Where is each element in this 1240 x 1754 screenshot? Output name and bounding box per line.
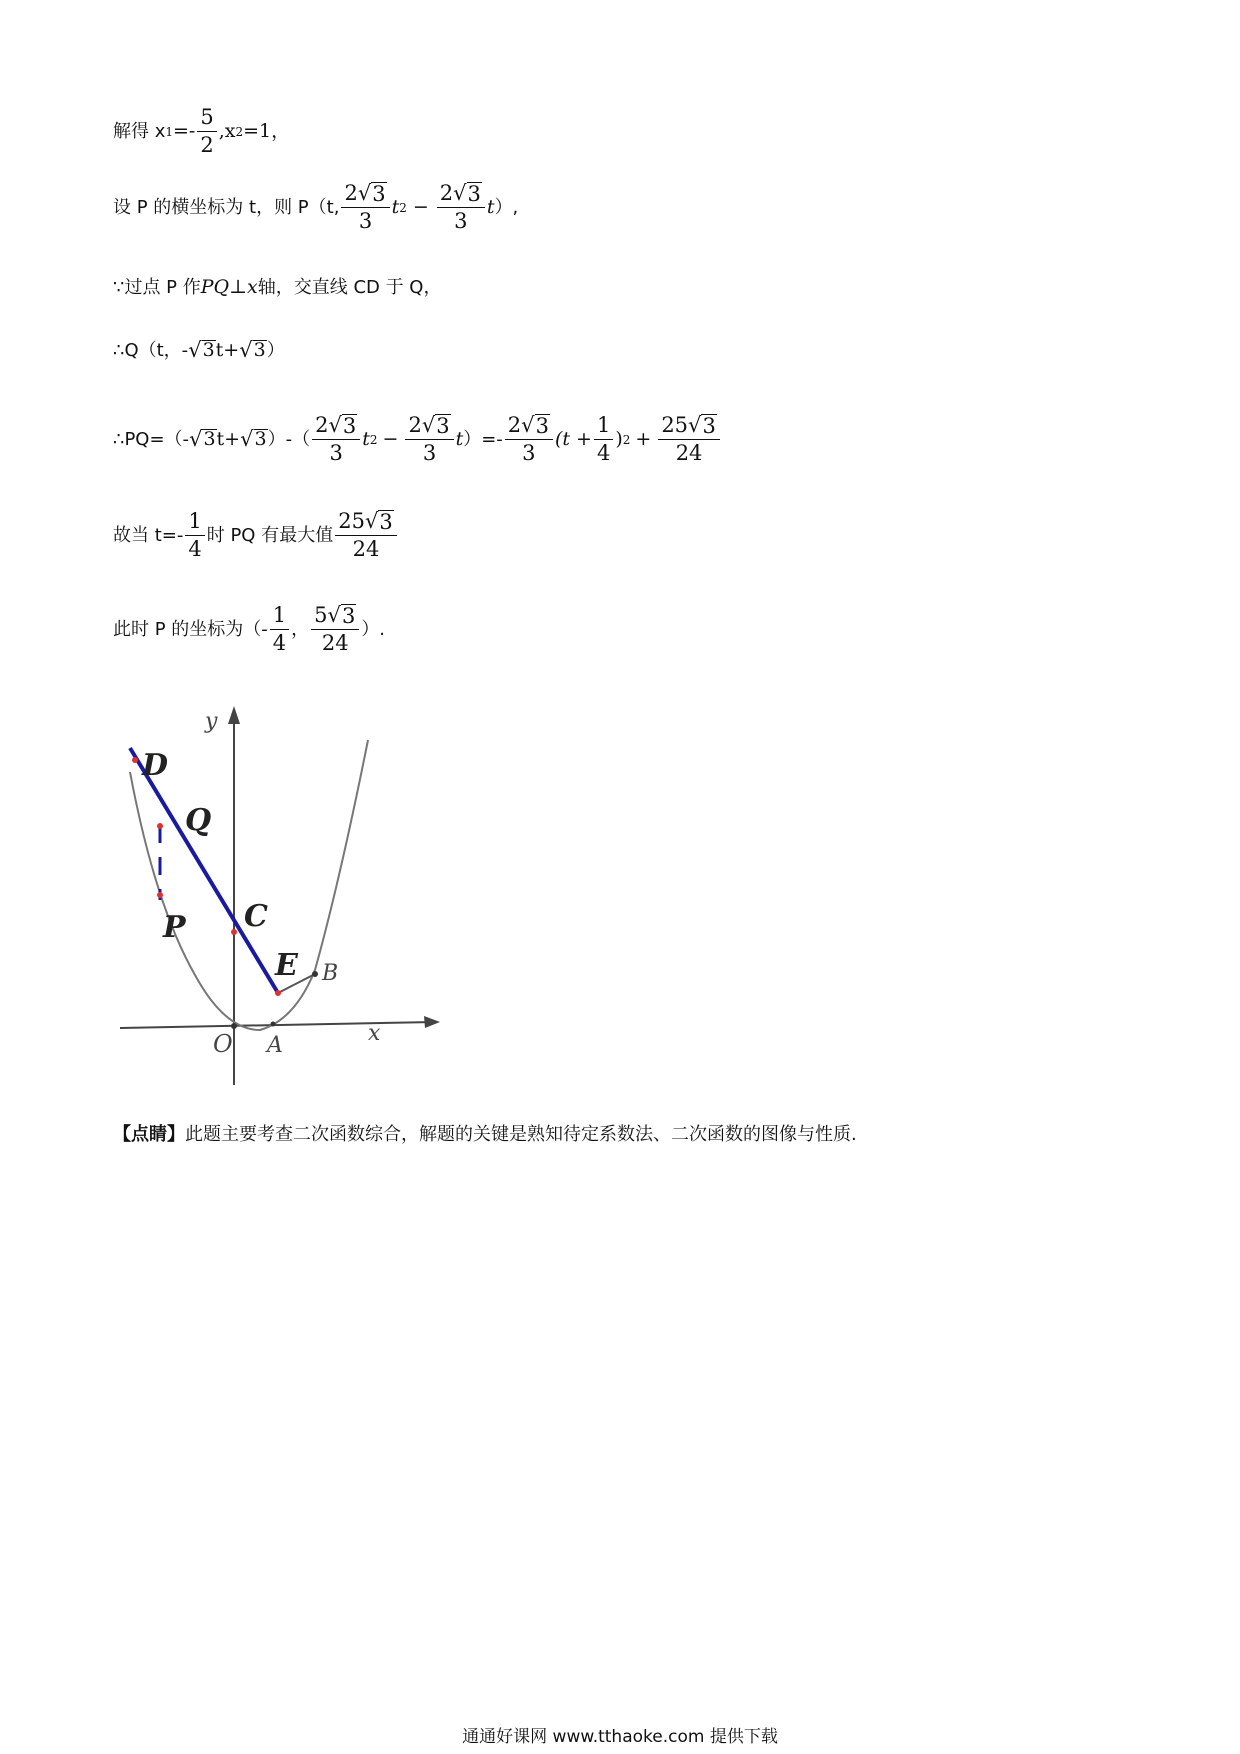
denominator: 24 — [321, 631, 349, 656]
denominator: 3 — [422, 441, 437, 466]
fraction: 2 √ 3 3 — [437, 182, 485, 233]
point-b — [312, 971, 318, 977]
parabola-curve — [130, 740, 368, 1030]
radicand: 3 — [253, 339, 266, 362]
solution-line-2 — [113, 182, 518, 233]
var-t: t — [362, 428, 370, 451]
radicand: 3 — [202, 339, 215, 362]
text: =- — [173, 120, 196, 143]
point-o — [231, 1023, 237, 1029]
radicand: 3 — [379, 510, 393, 535]
numerator: 5 — [197, 106, 216, 132]
text: ) — [615, 428, 623, 451]
text: ∵过点 P 作 — [113, 276, 201, 298]
solution-line-7 — [113, 604, 385, 655]
exponent: 2 — [399, 200, 407, 215]
numerator: 1 — [270, 604, 289, 630]
label-x: x — [368, 1021, 381, 1046]
denominator: 24 — [675, 441, 703, 466]
text: ）, — [494, 196, 519, 218]
text: 设 P 的横坐标为 t，则 P（t, — [113, 196, 340, 218]
var-x: x — [247, 276, 258, 298]
text: =1， — [243, 120, 291, 143]
denominator: 3 — [522, 441, 536, 466]
solution-line-4: ∴Q（t，- √ 3 t+ √ 3 ） — [113, 338, 285, 362]
fraction: 2 √ 3 3 — [405, 414, 453, 465]
exponent: 2 — [622, 432, 631, 447]
text: 故当 t=- — [113, 524, 184, 546]
radicand: 3 — [372, 182, 386, 207]
denominator: 24 — [352, 537, 380, 562]
solution-line-6 — [113, 510, 399, 561]
text: ）=- — [463, 428, 503, 450]
text: 解得 x — [113, 120, 166, 142]
text: ， — [291, 618, 310, 640]
point-q — [157, 823, 163, 829]
exponent: 2 — [369, 432, 378, 447]
plus: + — [635, 428, 652, 451]
fraction: 5 √ 3 24 — [311, 604, 359, 655]
text: 此时 P 的坐标为（- — [113, 618, 268, 640]
label-a: A — [267, 1033, 283, 1058]
geometry-figure — [110, 700, 450, 1090]
coef: 2 — [344, 181, 358, 205]
denominator: 3 — [358, 209, 373, 234]
radicand: 3 — [341, 604, 356, 629]
label-y: y — [205, 709, 218, 734]
coef: 5 — [314, 603, 328, 627]
coef: 2 — [408, 413, 422, 437]
text: ∴Q（t，- — [113, 339, 189, 361]
text: 轴，交直线 CD 于 Q， — [257, 276, 442, 298]
point-p — [157, 892, 163, 898]
fraction: 2 √ 3 3 — [341, 182, 389, 233]
radicand: 3 — [535, 414, 549, 439]
text: ）-（ — [267, 428, 311, 450]
denominator: 3 — [329, 441, 343, 466]
fraction — [594, 414, 613, 465]
var-t: t — [486, 196, 495, 219]
label-c: C — [244, 899, 268, 934]
text: ∴PQ=（- — [113, 428, 190, 450]
denominator: 3 — [454, 209, 468, 234]
fraction — [270, 604, 289, 655]
numerator: 1 — [594, 414, 613, 440]
coef: 2 — [315, 413, 329, 437]
numerator: 1 — [185, 510, 204, 536]
text: 时 PQ 有最大值 — [206, 524, 334, 546]
label-o: O — [213, 1030, 233, 1058]
label-b: B — [322, 961, 339, 986]
point-c — [231, 929, 237, 935]
fraction — [185, 510, 204, 561]
radicand: 3 — [702, 414, 716, 439]
point-d — [132, 757, 138, 763]
coef: 25 — [661, 413, 689, 437]
comment-text: 此题主要考查二次函数综合，解题的关键是熟知待定系数法、二次函数的图像与性质. — [185, 1124, 857, 1145]
text: t+ — [216, 428, 241, 451]
denominator: 4 — [272, 631, 287, 656]
x-axis-arrow — [424, 1016, 440, 1028]
subscript: 1 — [165, 124, 174, 139]
footer: 通通好课网 www.tthaoke.com 提供下载 — [462, 1727, 778, 1747]
text: ）. — [361, 618, 386, 640]
fraction: 25 √ 3 24 — [658, 414, 720, 465]
var-pq: PQ — [200, 276, 230, 298]
solution-line-1 — [113, 106, 290, 157]
solution-line-3 — [113, 278, 441, 297]
radicand: 3 — [254, 428, 267, 451]
var-t: t — [455, 428, 464, 451]
text: ,x — [218, 120, 236, 143]
label-e: E — [275, 948, 298, 983]
point-e — [275, 990, 281, 996]
radicand: 3 — [467, 182, 481, 207]
minus: − — [412, 196, 429, 219]
fraction — [197, 106, 216, 157]
denominator: 2 — [200, 133, 214, 158]
label-q: Q — [185, 803, 212, 838]
point-a — [271, 1022, 276, 1027]
subscript: 2 — [235, 124, 244, 139]
var-t: t — [391, 196, 400, 219]
label-d: D — [142, 748, 169, 783]
radicand: 3 — [342, 414, 357, 439]
comment-tag: 【点睛】 — [113, 1124, 185, 1145]
denominator: 4 — [596, 441, 611, 466]
comment-line — [113, 1126, 857, 1144]
coef: 2 — [507, 413, 522, 437]
y-axis-arrow — [228, 706, 240, 724]
fraction: 2 √ 3 3 — [312, 414, 360, 465]
perp: ⊥ — [229, 276, 247, 298]
radicand: 3 — [203, 428, 216, 451]
denominator: 4 — [188, 537, 202, 562]
text: (t + — [554, 428, 592, 451]
coef: 2 — [439, 181, 454, 205]
label-p: P — [163, 910, 186, 945]
text: t+ — [215, 339, 240, 361]
text: ） — [266, 339, 285, 361]
solution-line-5: ∴PQ=（- √ 3 t+ √ 3 ）-（ 2 √ 3 3 t 2 − 2 √ 3 3 t ）=- 2 √ 3 3 (t + $\frac{1}{4}$ ) 2 + 25 √ 3 24 — [113, 414, 722, 465]
coef: 25 — [338, 509, 365, 533]
minus: − — [382, 428, 399, 451]
fraction: 25 √ 3 24 — [335, 510, 397, 561]
radicand: 3 — [436, 414, 450, 439]
fraction: 2 √ 3 3 — [505, 414, 553, 465]
